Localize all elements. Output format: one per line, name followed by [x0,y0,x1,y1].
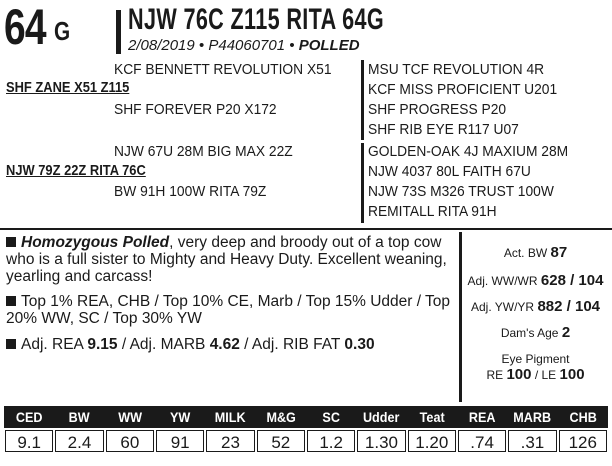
separator: • [289,37,295,54]
epd-value-cell: .74 [458,430,506,452]
animal-name: NJW 76C Z115 RITA 64G [128,3,385,36]
epd-header-cell: CHB [569,409,597,425]
epd-value-cell: 2.4 [55,430,103,452]
epd-value-row [4,428,608,454]
animal-subtitle [128,37,360,54]
dams-age: Dam's Age 2 [500,324,571,341]
separator: • [198,37,205,54]
epd-value-cell: 23 [206,430,254,452]
epd-header-cell: Udder [363,409,400,425]
ribfat-value: 0.30 [344,336,375,353]
sire-dam: SHF FOREVER P20 X172 [114,101,277,118]
marb-value: 4.62 [209,336,240,353]
highlight-text: Homozygous Polled [21,234,170,251]
epd-header-cell: WW [117,409,142,425]
act-bw: Act. BW 87 [503,244,568,261]
ribfat-label: / Adj. RIB FAT [239,336,345,353]
epd-value-cell: 91 [156,430,204,452]
adj-yw: Adj. YW/YR 882 / 104 [470,298,601,315]
epd-header-cell: MARB [513,409,552,425]
dam-sire-dam: NJW 4037 80L FAITH 67U [368,163,531,180]
epd-header-cell: M&G [266,409,296,425]
description-paragraph-3 [6,336,454,353]
dam-dam-sire: NJW 73S M326 TRUST 100W [368,183,554,200]
epd-value-cell: 1.30 [357,430,405,452]
bullet-icon [6,339,16,349]
epd-value-cell: 9.1 [5,430,53,452]
dam: NJW 79Z 22Z RITA 76C [6,162,146,179]
epd-table [4,406,608,454]
epd-header-row [4,406,608,428]
epd-header-cell: MILK [215,409,246,425]
birth-date: 2/08/2019 [128,37,195,54]
sire-dam-sire: SHF PROGRESS P20 [368,101,507,118]
rea-label: Adj. REA [21,336,88,353]
dam-dam: BW 91H 100W RITA 79Z [114,183,267,200]
title-bar [116,10,121,54]
eye-pigment-values: RE 100 / LE 100 [486,366,585,383]
section-divider [0,228,612,230]
sire-sire-sire: MSU TCF REVOLUTION 4R [368,61,545,78]
sire-sire: KCF BENNETT REVOLUTION X51 [114,61,332,78]
epd-value-cell: 60 [106,430,154,452]
description-paragraph-1 [6,234,454,285]
adj-ww: Adj. WW/WR 628 / 104 [467,272,604,289]
lot-suffix: G [54,16,71,46]
performance-stats [459,232,609,402]
epd-value-cell: .31 [508,430,556,452]
reg-number: P44060701 [208,37,286,54]
description-paragraph-2 [6,293,454,327]
epd-header-cell: BW [68,409,90,425]
epd-header-cell: CED [15,409,43,425]
sire-sire-dam: KCF MISS PROFICIENT U201 [368,81,558,98]
epd-value-cell: 52 [257,430,305,452]
description-text: , very deep and broody out of a top cow who is a full sister to Mighty and Heavy Duty. Excellent weaning, yearling and carcass! [6,234,447,285]
eye-pigment-label: Eye Pigment [501,352,570,366]
pedigree-bracket [361,143,364,223]
pedigree-bracket [361,60,364,140]
dam-sire-sire: GOLDEN-OAK 4J MAXIUM 28M [368,143,569,160]
bullet-icon [6,237,16,247]
epd-header-cell: YW [169,409,191,425]
epd-header-cell: REA [468,409,496,425]
epd-value-cell: 1.2 [307,430,355,452]
marb-label: / Adj. MARB [117,336,210,353]
rankings-text: Top 1% REA, CHB / Top 10% CE, Marb / Top 15% Udder / Top 20% WW, SC / Top 30% YW [6,293,451,327]
dam-sire: NJW 67U 28M BIG MAX 22Z [114,143,293,160]
bullet-icon [6,296,16,306]
dam-dam-dam: REMITALL RITA 91H [368,203,497,220]
lot-number: 64 [4,0,46,55]
epd-value-cell: 126 [559,430,607,452]
epd-value-cell: 1.20 [408,430,456,452]
epd-header-cell: SC [322,409,340,425]
polled-status: POLLED [298,37,360,54]
epd-header-cell: Teat [419,409,445,425]
rea-value: 9.15 [87,336,118,353]
sire-dam-dam: SHF RIB EYE R117 U07 [368,121,519,138]
sire: SHF ZANE X51 Z115 [6,79,130,96]
